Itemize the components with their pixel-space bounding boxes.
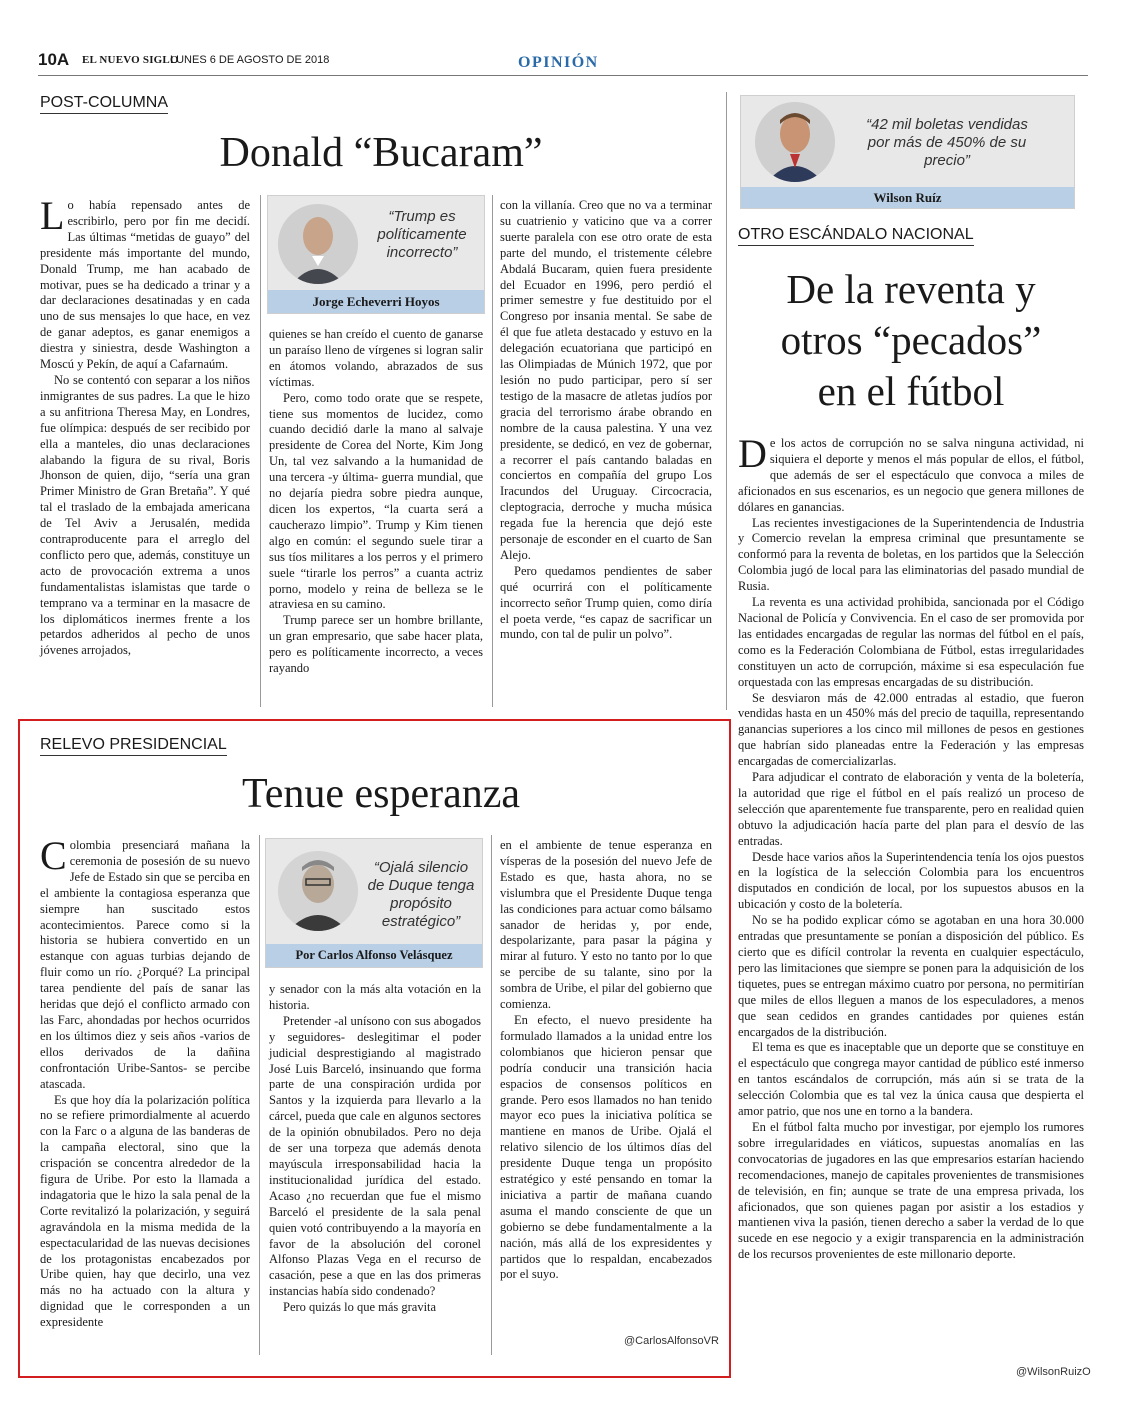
headline-line: De la reventa y bbox=[786, 266, 1036, 312]
issue-date: LUNES 6 DE AGOSTO DE 2018 bbox=[170, 54, 330, 66]
article3-quote: “Ojalá silencio de Duque tenga propósito estratégico” bbox=[367, 859, 475, 930]
article2-handle: @WilsonRuizO bbox=[1016, 1366, 1091, 1378]
paragraph: Desde hace varios años la Superintendencia tenía los ojos puestos en la logística de la selección Colombia para los encuentros disputados en condición de local, por los supuestos abusos en la ubicación y costo de la boletería. bbox=[738, 849, 1084, 912]
article3-handle: @CarlosAlfonsoVR bbox=[624, 1335, 719, 1347]
article2-kicker: OTRO ESCÁNDALO NACIONAL bbox=[738, 226, 974, 246]
drop-cap: L bbox=[40, 193, 65, 238]
author-portrait-icon bbox=[278, 204, 358, 284]
article1-headline: Donald “Bucaram” bbox=[219, 130, 543, 176]
article2-quote: “42 mil boletas vendidas por más de 450% de su precio” bbox=[866, 116, 1028, 169]
author-photo bbox=[755, 102, 835, 182]
paragraph: quienes se han creído el cuento de ganarse un paraíso lleno de vírgenes si logran salir en átomos volando, abrazados de sus víctimas. bbox=[269, 327, 483, 389]
column-divider bbox=[260, 195, 261, 707]
paragraph: En el fútbol falta mucho por investigar, por ejemplo los rumores sobre irregularidades en viáticos, supuestas anomalías en las convocatorias de jugadores en las que empresarios estarían haciendo recomendaciones, manejo de capitales provenientes de transmisiones de televisión, en fin; aunque se trate de una empresa privada, los aficionados, que son quienes pagan por asistir a los estadios y mantienen viva la pasión, tienen derecho a saber la verdad de lo que sucede en ese negocio y a exigir transparencia en la administración de los recursos provenientes de este millonario deporte. bbox=[738, 1119, 1084, 1262]
author-portrait-icon bbox=[755, 102, 835, 182]
paragraph: Se desviaron más de 42.000 entradas al estadio, que fueron vendidas hasta en un 450% más del precio de taquilla, representando ganancias superiores a los cinco mil millones de pesos en gestiones que habrían sido planeadas entre la Federación y las empresas encargadas de comercializarlas. bbox=[738, 690, 1084, 769]
drop-cap: C bbox=[40, 833, 67, 878]
paragraph: e los actos de corrupción no se salva ninguna actividad, ni siquiera el deporte y menos el más popular de ellos, el fútbol, que además de ser el espectáculo que convoca a miles de aficionados en sus escenarios, es un negocio que genera millones de dólares en ganancias. bbox=[738, 436, 1084, 514]
page-column-divider bbox=[726, 92, 727, 710]
article3-quote-box bbox=[265, 838, 483, 968]
paragraph: con la villanía. Creo que no va a terminar su cuatrienio y vaticino que va a correr suerte paralela con ese otro orate de esta parte del mundo, el tristemente célebre Abdalá Bucaram, quien fuera presidente del Ecuador en 1996, pero perdió el primer semestre y fue destituido por el Congreso por insania mental. Se sabe de él que fue atleta destacado y estuvo en la delegación ecuatoriana que participó en las Olimpiadas de Múnich 1972, que por lesión no pudo participar, pero sí ser testigo de la masacre de atletas judíos por gracia del terrorismo árabe obrando en nombre de la causa palestina. Y una vez presidente, se dedicó, en vez de gobernar, a recorrer el país cantando baladas en conciertos en compañía del grupo Los Iracundos del Uruguay. Circocracia, cleptogracia, derroche y mucha música regada fue la herencia que dejó este personaje de esconder en el cuarto de San Alejo. bbox=[500, 198, 712, 562]
article1-column-1 bbox=[40, 193, 250, 659]
article1-column-3 bbox=[500, 198, 712, 643]
article1-quote: “Trump es políticamente incorrecto” bbox=[377, 208, 467, 261]
article3-kicker: RELEVO PRESIDENCIAL bbox=[40, 736, 227, 756]
paragraph: La reventa es una actividad prohibida, sancionada por el Código Nacional de Policía y Convivencia. En el caso de ser promovida por las entidades encargadas de regular las normas del fútbol en el país, como es la Federación Colombiana de Fútbol, estas irregularidades constituyen un acto de corrupción, máxime si esa especulación fue orquestada con las empresas encargadas de su distribución. bbox=[738, 595, 1084, 689]
newspaper-name: EL NUEVO SIGLO bbox=[82, 54, 179, 66]
article3-column-1 bbox=[40, 833, 250, 1331]
article2-body bbox=[738, 431, 1084, 1263]
article2-headline bbox=[738, 264, 1084, 417]
paragraph: No se ha podido explicar cómo se agotaban en una hora 30.000 entradas que presuntamente se ponían a disposición del público. Es cierto que es difícil controlar la reventa en cualquier espectáculo, pero las limitaciones que siempre se ponen para la adquisición de los tiquetes, pues se entregan máximo cuatro por persona, no permitirían que miles de ellos lleguen a manos de los especuladores, a menos que sean cedidos en grandes cantidades por quienes están encargados de la distribución. bbox=[738, 913, 1084, 1039]
page-number: 10A bbox=[38, 50, 70, 69]
paragraph: No se contentó con separar a los niños inmigrantes de sus padres. La que le hizo a su anfitriona Theresa May, en Londres, fue olímpica: después de ser recibido por ella a manteles, dio unas declaraciones alabando la figura de su rival, Boris Jhonson de quien, dijo, “sería una gran Primer Ministro de Gran Bretaña”. Y qué tal el traslado de la embajada americana de Tel Aviv a Jerusalén, medida contraproducente para el arreglo del conflicto pero que, además, constituye un acto de provocación extrema a unos fundamentalistas islamistas que tarde o temprano va a terminar en la masacre de los diplomáticos inermes frente a los petardos adheridos al pecho de unos jóvenes arrojados, bbox=[40, 372, 250, 658]
article2-author: Wilson Ruíz bbox=[741, 187, 1074, 208]
section-name: OPINIÓN bbox=[518, 54, 599, 71]
paragraph: Trump parece ser un hombre brillante, un gran empresario, que sabe hacer plata, pero es políticamente incorrecto, a veces rayando bbox=[269, 613, 483, 676]
article3-column-2 bbox=[269, 982, 481, 1316]
header-rule bbox=[38, 75, 1088, 76]
article2-quote-box bbox=[740, 95, 1075, 209]
article1-quote-box bbox=[267, 195, 485, 314]
article1-author: Jorge Echeverri Hoyos bbox=[268, 290, 484, 313]
page-header bbox=[38, 48, 1088, 78]
paragraph: olombia presenciará mañana la ceremonia de posesión de su nuevo Jefe de Estado sin que se perciba en el ambiente la contagiosa esperanza que siempre han suscitado estos acontecimientos. Parece como si la historia se hubiera convertido en un estanque con aguas turbias dejando de fluir como un río. ¿Porqué? La principal tarea pendiente del país de sanar las heridas que dejó el conflicto armado con las Farc, ahondadas por hechos ocurridos en los últimos diez y seis años -varios de ellos derivados de la dañina confrontación Uribe-Santos- se percibe atascada. bbox=[40, 838, 250, 1091]
author-photo bbox=[278, 851, 358, 931]
paragraph: Las recientes investigaciones de la Superintendencia de Industria y Comercio revelan la empresa criminal que presuntamente se conformó para la reventa de boletas, en los partidos que la Selección Colombia jugó de local para las eliminatorias del pasado mundial de Rusia. bbox=[738, 515, 1084, 594]
paragraph: y senador con la más alta votación en la historia. bbox=[269, 982, 481, 1012]
headline-line: en el fútbol bbox=[817, 368, 1005, 414]
paragraph: Es que hoy día la polarización política no se refiere primordialmente al acuerdo con la Farc o a alguna de las banderas de la campaña electoral, sino que la crispación se concentra alrededor de la figura de Uribe. Por esto la llamada a indagatoria que le hizo la sala penal de la Corte revitalizó la polarización, y seguirá agravándola en la misma medida de la espectacularidad de las nuevas decisiones de los protagonistas encabezados por Uribe quien, hay que decirlo, una vez más no ha actuado con la altura y dignidad que le corresponden a un expresidente bbox=[40, 1092, 250, 1330]
column-divider bbox=[491, 835, 492, 1355]
author-photo bbox=[278, 204, 358, 284]
paragraph: en el ambiente de tenue esperanza en vísperas de la posesión del nuevo Jefe de Estado es que, hasta ahora, no se vislumbra que el Presidente Duque tenga las condiciones para actuar como bálsamo sanador de heridas y, por ende, despolarizante, para pasar la página y mirar al futuro. Y esto no tanto por lo que se percibe de su talante, sino por la sombra de Uribe, el pilar del gobierno que comienza. bbox=[500, 838, 712, 1012]
paragraph: El tema es que es inaceptable que un deporte que se constituye en el espectáculo que congrega mayor cantidad de público esté inmerso en tantos escándalos de corrupción, más aún si se trata de la selección Colombia que es tal vez la única causa que despierta el amor patrio, que nos une en torno a la bandera. bbox=[738, 1040, 1084, 1119]
drop-cap: D bbox=[738, 431, 767, 476]
paragraph: Pero, como todo orate que se respete, tiene sus momentos de lucidez, como cuando decidió darle la mano al salvaje presidente de Corea del Norte, Kim Jong Un, tal vez salvando a la humanidad de una tercera -y última- guerra mundial, que no dejaría piedra sobre piedra aunque, dicen los expertos, “la cuarta será a caucherazo limpio”. Trump y Kim tienen algo en común: el segundo suele tirar a sus tíos militares a los perros y el primero suele “tirarle los perros” a cuanta actriz porno, modelo y reina de belleza se le atraviesa en su camino. bbox=[269, 390, 483, 612]
paragraph: Para adjudicar el contrato de elaboración y venta de la boletería, la autoridad que rige el fútbol en el país realizó un proceso de selección que aparentemente fue transparente, pero en realidad quien obtuvo la adjudicación hacía parte del plan para el desvío de las entradas. bbox=[738, 770, 1084, 848]
article1-kicker: POST-COLUMNA bbox=[40, 94, 168, 114]
headline-line: otros “pecados” bbox=[780, 317, 1042, 363]
column-divider bbox=[259, 835, 260, 1355]
paragraph: Pero quedamos pendientes de saber qué ocurrirá con el políticamente incorrecto señor Trump quien, como diría el poeta verde, “es capaz de sacrificar un mundo, con tal de pulir un polvo”. bbox=[500, 563, 712, 642]
paragraph: o había repensado antes de escribirlo, pero por fin me decidí. Las últimas “metidas de guayo” del presidente más importante del mundo, Donald Trump, me han acabado de motivar, pues se ha dedicado a trinar y a dar declaraciones desatinadas y en cada uno de sus mensajes lo que hace, en vez de ganar adeptos, es ganar enemigos a diestra y siniestra, desde Washington a Moscú y Pekín, de aquí a Cafarnaúm. bbox=[40, 198, 250, 372]
author-portrait-icon bbox=[278, 851, 358, 931]
article3-author: Por Carlos Alfonso Velásquez bbox=[266, 944, 482, 967]
paragraph: Pero quizás lo que más gravita bbox=[283, 1300, 437, 1315]
column-divider bbox=[492, 195, 493, 707]
paragraph: En efecto, el nuevo presidente ha formulado llamados a la unidad entre los colombianos que hicieron pensar que podría conducir una transición hacia espacios de consensos políticos en grande. Pero esos llamados no han tenido mayor eco pues la iniciativa política se mantiene en manos de Uribe. Ojalá el relativo silencio de los últimos días del presidente Duque tenga un propósito estratégico y esté pensando en tomar la iniciativa a partir de mañana cuando asuma el mando consciente de que un gobierno se debe fundamentalmente a la nación, más allá de los expresidentes y partidos que lo respaldan, encabezados por el suyo. bbox=[500, 1012, 712, 1282]
article1-column-2 bbox=[269, 327, 483, 677]
article3-column-3 bbox=[500, 838, 712, 1283]
paragraph: Pretender -al unísono con sus abogados y seguidores- deslegitimar el poder judicial desprestigiando al magistrado José Luis Barceló, insinuando que forma parte de una conspiración urdida por Santos y la izquierda para llevarlo a la cárcel, pueda que cale en algunos sectores de la opinión obnubilados. Pero no deja de ser una torpeza que además denota mayúscula irresponsabilidad hacia la institucionalidad jurídica del estado. Acaso ¿no recuerdan que fue el mismo Barceló el presidente de la sala penal quien votó contribuyendo a la mayoría en favor de la absolución del coronel Alfonso Plazas Vega en el recurso de casación, pese a que en las dos primeras instancias había sido condenado? bbox=[269, 1013, 481, 1299]
article3-headline: Tenue esperanza bbox=[241, 771, 521, 817]
